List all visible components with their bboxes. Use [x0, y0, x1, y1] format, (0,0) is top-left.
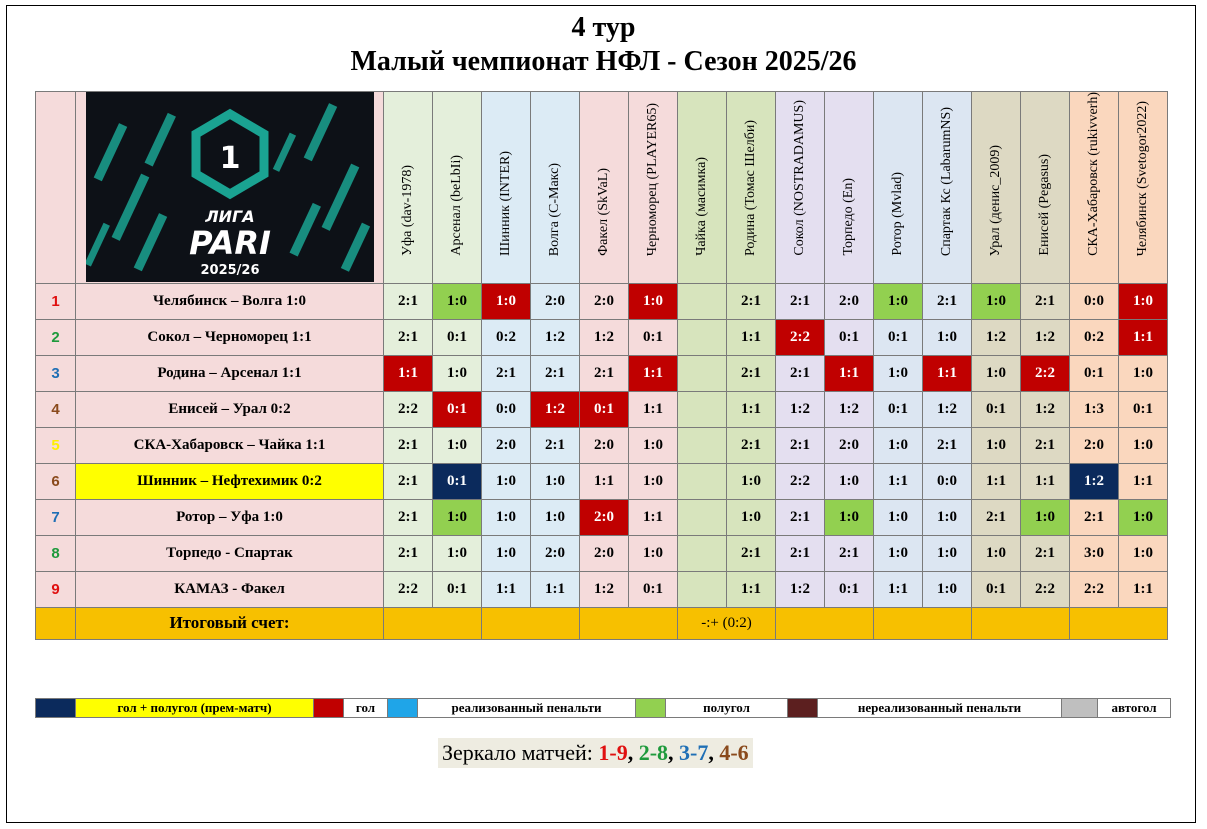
- prediction-cell: 0:1: [629, 571, 678, 607]
- prediction-cell: [678, 463, 727, 499]
- prediction-cell: 1:0: [433, 499, 482, 535]
- prediction-cell: 2:1: [776, 427, 825, 463]
- prediction-cell: 1:2: [580, 319, 629, 355]
- legend-swatch-halfgoal: [636, 699, 666, 717]
- prediction-cell: 1:1: [1119, 571, 1168, 607]
- mirror-pair-2: 2-8: [638, 740, 669, 765]
- prediction-cell: 2:1: [825, 535, 874, 571]
- player-name: Торпедо (En): [841, 178, 856, 256]
- prediction-cell: 0:0: [482, 391, 531, 427]
- prediction-cell: 2:2: [1021, 571, 1070, 607]
- prediction-cell: 1:1: [384, 355, 433, 391]
- prediction-cell: 2:1: [482, 355, 531, 391]
- player-name: Волга (С-Макс): [547, 162, 562, 256]
- prediction-cell: 1:1: [874, 463, 923, 499]
- total-score: -:+ (0:2): [678, 607, 776, 639]
- prediction-cell: 1:2: [776, 571, 825, 607]
- prediction-cell: 1:1: [972, 463, 1021, 499]
- total-empty: [36, 607, 76, 639]
- prediction-cell: 2:0: [580, 499, 629, 535]
- prediction-cell: 1:0: [923, 571, 972, 607]
- prediction-cell: 1:0: [972, 427, 1021, 463]
- prediction-cell: 1:0: [433, 535, 482, 571]
- prediction-cell: 1:0: [629, 283, 678, 319]
- prediction-cell: 2:1: [923, 283, 972, 319]
- prediction-cell: 1:0: [482, 535, 531, 571]
- prediction-table: [35, 91, 1168, 640]
- legend-label-premium: гол + полугол (прем-матч): [76, 699, 314, 717]
- legend-label-goal: гол: [344, 699, 388, 717]
- mirror-matches: [438, 738, 753, 768]
- prediction-cell: 1:0: [1119, 535, 1168, 571]
- prediction-cell: [678, 499, 727, 535]
- legend-label-penalty: реализованный пенальти: [418, 699, 636, 717]
- prediction-cell: 1:2: [531, 319, 580, 355]
- match-number: 6: [36, 463, 76, 499]
- match-number: 1: [36, 283, 76, 319]
- player-column-header: [923, 92, 972, 284]
- prediction-cell: 0:1: [433, 463, 482, 499]
- prediction-cell: 0:1: [874, 319, 923, 355]
- match-label: Ротор – Уфа 1:0: [76, 499, 384, 535]
- match-number: 7: [36, 499, 76, 535]
- match-label: Торпедо - Спартак: [76, 535, 384, 571]
- prediction-cell: 2:1: [727, 355, 776, 391]
- prediction-cell: 1:0: [1119, 427, 1168, 463]
- prediction-cell: 0:1: [1070, 355, 1119, 391]
- prediction-cell: 1:0: [874, 283, 923, 319]
- prediction-cell: [678, 571, 727, 607]
- player-column-header: [1070, 92, 1119, 284]
- match-row: [36, 391, 1168, 427]
- player-name: Уфа (dav-1978): [400, 165, 415, 256]
- legend-swatch-owngoal: [1062, 699, 1098, 717]
- legend-swatch-missed: [788, 699, 818, 717]
- player-column-header: [580, 92, 629, 284]
- legend: [35, 698, 1171, 718]
- prediction-cell: 2:2: [776, 319, 825, 355]
- prediction-cell: 1:2: [531, 391, 580, 427]
- prediction-cell: 1:0: [727, 499, 776, 535]
- mirror-label: Зеркало матчей:: [442, 740, 599, 765]
- prediction-cell: 1:0: [1119, 355, 1168, 391]
- player-name: Факел (SkVaL): [596, 168, 611, 256]
- match-row: [36, 427, 1168, 463]
- prediction-cell: 1:1: [580, 463, 629, 499]
- prediction-cell: [678, 427, 727, 463]
- prediction-cell: 1:2: [923, 391, 972, 427]
- prediction-cell: 2:1: [972, 499, 1021, 535]
- prediction-cell: 0:0: [923, 463, 972, 499]
- logo-season: 2025/26: [199, 263, 260, 279]
- prediction-cell: 0:1: [433, 571, 482, 607]
- legend-swatch-premium: [36, 699, 76, 717]
- round-title: 4 тур: [571, 12, 636, 43]
- prediction-cell: 2:1: [384, 463, 433, 499]
- prediction-cell: 0:0: [1070, 283, 1119, 319]
- prediction-cell: 0:1: [580, 391, 629, 427]
- prediction-cell: 2:1: [776, 355, 825, 391]
- prediction-cell: [678, 319, 727, 355]
- legend-swatch-goal: [314, 699, 344, 717]
- mirror-pair-1: 1-9: [598, 740, 628, 765]
- player-column-header: [1119, 92, 1168, 284]
- prediction-cell: 0:1: [433, 391, 482, 427]
- mirror-sep-3: ,: [708, 740, 720, 765]
- prediction-cell: 2:0: [580, 535, 629, 571]
- championship-title: Малый чемпионат НФЛ - Сезон 2025/26: [350, 46, 857, 77]
- prediction-cell: 2:1: [1021, 283, 1070, 319]
- mirror-sep-1: ,: [627, 740, 639, 765]
- match-row: [36, 571, 1168, 607]
- player-name: Спартак Кс (LabarumNS): [939, 106, 954, 256]
- player-column-header: [776, 92, 825, 284]
- prediction-cell: 1:1: [825, 355, 874, 391]
- prediction-cell: 1:0: [874, 355, 923, 391]
- prediction-cell: 1:0: [972, 355, 1021, 391]
- prediction-cell: 1:2: [972, 319, 1021, 355]
- prediction-cell: 2:0: [580, 427, 629, 463]
- prediction-cell: 2:1: [384, 319, 433, 355]
- total-pair-cell: [874, 607, 972, 639]
- match-label: Енисей – Урал 0:2: [76, 391, 384, 427]
- prediction-cell: 2:0: [825, 283, 874, 319]
- prediction-cell: 1:0: [531, 463, 580, 499]
- prediction-cell: 2:1: [776, 283, 825, 319]
- prediction-cell: 0:1: [433, 319, 482, 355]
- match-row: [36, 463, 1168, 499]
- prediction-cell: 1:1: [1119, 463, 1168, 499]
- prediction-cell: 1:0: [727, 463, 776, 499]
- match-label: КАМАЗ - Факел: [76, 571, 384, 607]
- player-name: Родина (Томас Шелби): [743, 119, 758, 256]
- prediction-cell: 0:1: [972, 391, 1021, 427]
- prediction-cell: 1:0: [629, 463, 678, 499]
- player-name: Чайка (масимка): [694, 157, 709, 256]
- mirror-sep-2: ,: [668, 740, 680, 765]
- match-number: 2: [36, 319, 76, 355]
- header-row: [36, 92, 1168, 284]
- prediction-cell: 1:0: [1119, 283, 1168, 319]
- prediction-cell: [678, 355, 727, 391]
- player-column-header: [1021, 92, 1070, 284]
- prediction-cell: [678, 391, 727, 427]
- prediction-cell: 1:0: [433, 355, 482, 391]
- prediction-cell: 1:1: [1021, 463, 1070, 499]
- prediction-cell: 1:0: [629, 427, 678, 463]
- prediction-cell: 0:1: [825, 571, 874, 607]
- player-name: Урал (денис_2009): [988, 144, 1003, 256]
- match-label: Родина – Арсенал 1:1: [76, 355, 384, 391]
- prediction-cell: 2:1: [1070, 499, 1119, 535]
- prediction-cell: 2:0: [482, 427, 531, 463]
- prediction-cell: 1:1: [727, 571, 776, 607]
- prediction-cell: 2:1: [384, 427, 433, 463]
- prediction-cell: 2:1: [384, 283, 433, 319]
- prediction-cell: 1:1: [1119, 319, 1168, 355]
- prediction-cell: 2:2: [776, 463, 825, 499]
- match-label: Сокол – Черноморец 1:1: [76, 319, 384, 355]
- prediction-cell: 2:1: [727, 283, 776, 319]
- prediction-cell: 1:1: [531, 571, 580, 607]
- match-number: 4: [36, 391, 76, 427]
- logo-badge-text: 1: [219, 141, 240, 177]
- prediction-cell: 1:0: [972, 283, 1021, 319]
- legend-label-missed: нереализованный пенальти: [818, 699, 1062, 717]
- player-name: Ротор (Mvlad): [890, 172, 905, 256]
- prediction-cell: 2:1: [384, 535, 433, 571]
- prediction-cell: 1:0: [923, 499, 972, 535]
- total-pair-cell: [1070, 607, 1168, 639]
- prediction-cell: 2:1: [580, 355, 629, 391]
- match-number: 9: [36, 571, 76, 607]
- prediction-cell: 1:1: [874, 571, 923, 607]
- prediction-cell: 1:2: [825, 391, 874, 427]
- prediction-cell: 0:2: [482, 319, 531, 355]
- prediction-cell: 2:2: [384, 571, 433, 607]
- total-pair-cell: [972, 607, 1070, 639]
- logo-line1: ЛИГА: [204, 207, 255, 227]
- player-column-header: [874, 92, 923, 284]
- prediction-cell: 1:0: [972, 535, 1021, 571]
- total-label: Итоговый счет:: [76, 607, 384, 639]
- prediction-cell: 1:1: [629, 355, 678, 391]
- player-column-header: [629, 92, 678, 284]
- match-row: [36, 283, 1168, 319]
- player-name: Челябинск (Svetogor2022): [1135, 100, 1150, 256]
- match-label: Шинник – Нефтехимик 0:2: [76, 463, 384, 499]
- player-column-header: [825, 92, 874, 284]
- prediction-cell: 2:2: [384, 391, 433, 427]
- prediction-cell: 1:1: [727, 391, 776, 427]
- prediction-cell: 1:0: [1119, 499, 1168, 535]
- match-number: 8: [36, 535, 76, 571]
- prediction-cell: 2:1: [384, 499, 433, 535]
- prediction-cell: 2:0: [825, 427, 874, 463]
- player-name: Черноморец (PLAYER65): [645, 102, 660, 256]
- prediction-cell: 2:1: [776, 499, 825, 535]
- prediction-cell: 0:1: [1119, 391, 1168, 427]
- league-logo-cell: [76, 92, 384, 284]
- prediction-cell: 2:1: [531, 427, 580, 463]
- prediction-cell: 1:1: [727, 319, 776, 355]
- prediction-cell: 2:2: [1021, 355, 1070, 391]
- player-column-header: [482, 92, 531, 284]
- player-name: Сокол (NOSTRADAMUS): [792, 100, 807, 256]
- prediction-cell: 2:1: [776, 535, 825, 571]
- match-number: 3: [36, 355, 76, 391]
- legend-swatch-penalty: [388, 699, 418, 717]
- prediction-cell: 1:2: [1070, 463, 1119, 499]
- prediction-cell: 1:0: [874, 499, 923, 535]
- player-name: Шинник (INTER): [498, 150, 513, 256]
- mirror-pair-4: 4-6: [719, 740, 749, 765]
- prediction-cell: 1:0: [531, 499, 580, 535]
- total-row: [36, 607, 1168, 639]
- prediction-cell: 0:2: [1070, 319, 1119, 355]
- prediction-cell: 1:0: [433, 283, 482, 319]
- match-row: [36, 319, 1168, 355]
- prediction-cell: [678, 283, 727, 319]
- player-column-header: [972, 92, 1021, 284]
- prediction-cell: 2:0: [531, 535, 580, 571]
- match-label: Челябинск – Волга 1:0: [76, 283, 384, 319]
- prediction-cell: 0:1: [972, 571, 1021, 607]
- prediction-cell: 1:0: [874, 427, 923, 463]
- prediction-cell: 1:1: [482, 571, 531, 607]
- prediction-cell: 1:2: [580, 571, 629, 607]
- prediction-cell: 0:1: [629, 319, 678, 355]
- prediction-cell: 1:2: [1021, 391, 1070, 427]
- prediction-cell: 3:0: [1070, 535, 1119, 571]
- prediction-cell: 1:0: [629, 535, 678, 571]
- mirror-pair-3: 3-7: [679, 740, 709, 765]
- league-logo: [86, 92, 374, 282]
- player-column-header: [384, 92, 433, 284]
- prediction-cell: 1:2: [1021, 319, 1070, 355]
- match-row: [36, 535, 1168, 571]
- match-row: [36, 355, 1168, 391]
- prediction-cell: [678, 535, 727, 571]
- prediction-cell: 1:0: [482, 499, 531, 535]
- prediction-cell: 1:0: [923, 535, 972, 571]
- total-pair-cell: [580, 607, 678, 639]
- prediction-cell: 2:0: [1070, 427, 1119, 463]
- prediction-cell: 1:3: [1070, 391, 1119, 427]
- prediction-cell: 1:1: [629, 391, 678, 427]
- prediction-cell: 1:0: [825, 463, 874, 499]
- total-pair-cell: [384, 607, 482, 639]
- prediction-cell: 2:0: [531, 283, 580, 319]
- prediction-cell: 1:2: [776, 391, 825, 427]
- prediction-cell: 1:0: [825, 499, 874, 535]
- prediction-cell: 2:0: [580, 283, 629, 319]
- prediction-cell: 1:0: [482, 463, 531, 499]
- prediction-cell: 1:1: [923, 355, 972, 391]
- total-pair-cell: [482, 607, 580, 639]
- player-name: СКА-Хабаровск (rukivverh): [1086, 92, 1101, 256]
- prediction-cell: 2:1: [1021, 427, 1070, 463]
- prediction-cell: 2:1: [1021, 535, 1070, 571]
- prediction-cell: 2:1: [727, 535, 776, 571]
- match-label: СКА-Хабаровск – Чайка 1:1: [76, 427, 384, 463]
- player-name: Арсенал (beLbIi): [449, 155, 464, 256]
- logo-line2: PARI: [188, 224, 271, 263]
- prediction-cell: 1:0: [923, 319, 972, 355]
- match-number: 5: [36, 427, 76, 463]
- prediction-cell: 2:2: [1070, 571, 1119, 607]
- prediction-cell: 2:1: [531, 355, 580, 391]
- player-name: Енисей (Pegasus): [1037, 154, 1052, 256]
- player-column-header: [433, 92, 482, 284]
- match-row: [36, 499, 1168, 535]
- player-column-header: [531, 92, 580, 284]
- corner-cell: [36, 92, 76, 284]
- prediction-cell: 2:1: [923, 427, 972, 463]
- prediction-cell: 1:0: [1021, 499, 1070, 535]
- player-column-header: [678, 92, 727, 284]
- legend-label-halfgoal: полугол: [666, 699, 788, 717]
- prediction-cell: 1:0: [433, 427, 482, 463]
- prediction-cell: 0:1: [874, 391, 923, 427]
- prediction-cell: 1:0: [874, 535, 923, 571]
- total-pair-cell: [776, 607, 874, 639]
- player-column-header: [727, 92, 776, 284]
- prediction-cell: 0:1: [825, 319, 874, 355]
- prediction-cell: 2:1: [727, 427, 776, 463]
- prediction-cell: 1:1: [629, 499, 678, 535]
- prediction-cell: 1:0: [482, 283, 531, 319]
- legend-label-owngoal: автогол: [1111, 700, 1157, 715]
